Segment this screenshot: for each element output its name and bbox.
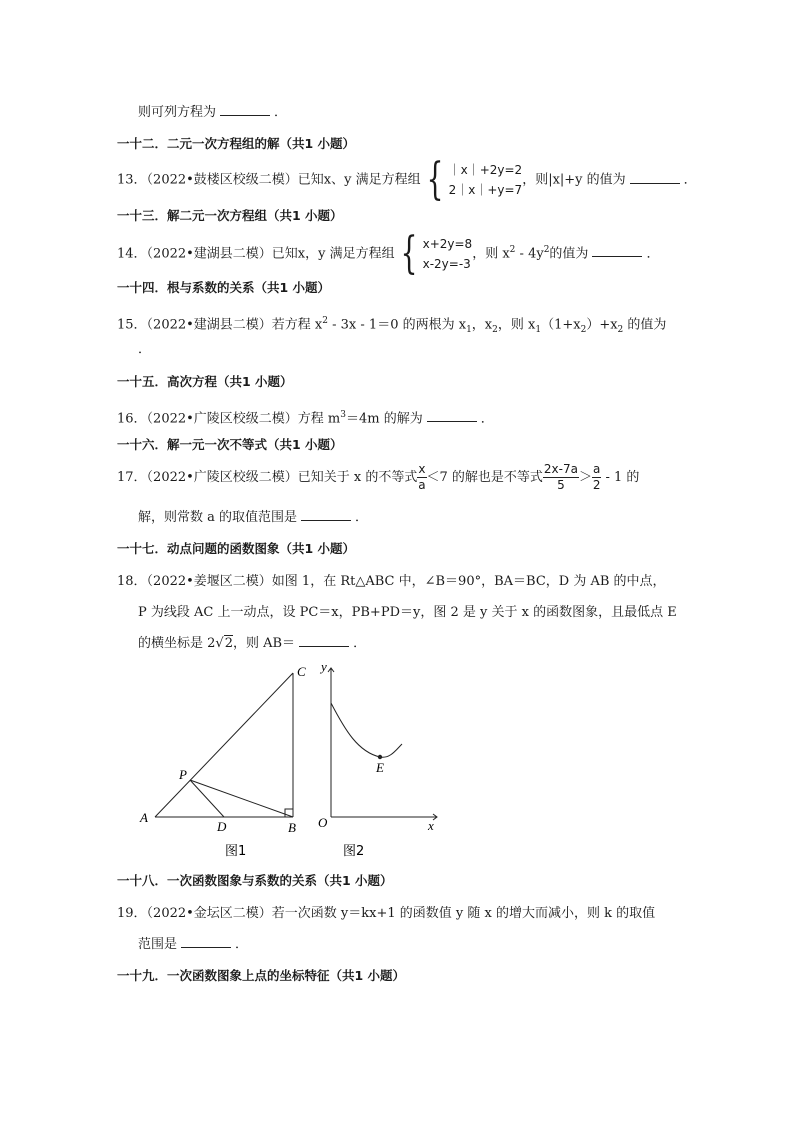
label-b: B: [288, 820, 296, 835]
label-d: D: [217, 819, 227, 834]
top-line: 则可列方程为 ．: [138, 105, 288, 120]
section-heading-13: 一十三．解二元一次方程组（共1 小题）: [117, 208, 343, 223]
figure-area: [130, 660, 450, 865]
figure-2-caption: 图2: [343, 844, 365, 859]
label-c: C: [297, 664, 306, 679]
fraction-a-over-2: $\frac{a}{2}$: [592, 462, 601, 492]
answer-blank: [181, 935, 231, 948]
question-14: 14．（2022•建湖县二模）已知x，y 满足方程组 { x+2y=8 x-2y=-3 ，则 $x^2 - 4y^2$的值为 ．: [117, 227, 660, 279]
answer-blank: [301, 508, 351, 521]
segment-pd: [190, 780, 224, 817]
question-17-line2: 解，则常数 a 的取值范围是 ．: [138, 510, 369, 525]
question-17: 17．（2022•广陵区校级二模）已知关于 x 的不等式 $\frac{x}{a}$ ＜7 的解也是不等式 $\frac{2x-7a}{5}$ ＞ $\frac{a}{2}$ - 1 的: [117, 462, 640, 492]
label-y: y: [321, 660, 327, 674]
segment-ac: [155, 673, 293, 817]
section-heading-19: 一十九．一次函数图象上点的坐标特征（共1 小题）: [117, 968, 406, 983]
label-x: x: [428, 818, 434, 833]
answer-blank: [592, 244, 642, 257]
question-19-line2: 范围是 ．: [138, 937, 249, 952]
segment-pb: [190, 780, 293, 817]
equation-system: { ｜x｜+2y=2 2｜x｜+y=7: [426, 154, 523, 205]
label-o: O: [318, 815, 328, 830]
function-curve: [331, 703, 402, 757]
label-a: A: [140, 810, 148, 825]
equation-system: { x+2y=8 x-2y=-3: [400, 227, 473, 279]
section-heading-18: 一十八．一次函数图象与系数的关系（共1 小题）: [117, 873, 393, 888]
label-p: P: [179, 767, 187, 782]
question-15: 15．（2022•建湖县二模）若方程 $x^2 - 3x - 1=0$ 的两根为 $x_1$，$x_2$，则 $x_1(1+x_2)+x_2$ 的值为: [117, 316, 667, 335]
figure-1-triangle: [155, 673, 293, 817]
fraction-x-over-a: $\frac{x}{a}$: [418, 462, 426, 492]
section-heading-14: 一十四．根与系数的关系（共1 小题）: [117, 280, 331, 295]
answer-blank: [299, 634, 349, 647]
question-13: 13．（2022•鼓楼区校级二模）已知x、y 满足方程组 { ｜x｜+2y=2 2｜x｜+y=7 ，则|x|+y 的值为 ．: [117, 154, 697, 205]
section-heading-12: 一十二．二元一次方程组的解（共1 小题）: [117, 136, 356, 151]
section-heading-15: 一十五．高次方程（共1 小题）: [117, 374, 293, 389]
section-heading-16: 一十六．解一元一次不等式（共1 小题）: [117, 437, 343, 452]
section-heading-17: 一十七．动点问题的函数图象（共1 小题）: [117, 541, 356, 556]
question-16: 16．（2022•广陵区校级二模）方程 $m^3=4m$ 的解为 ．: [117, 410, 494, 427]
question-19-line1: 19．（2022•金坛区二模）若一次函数 y＝kx+1 的函数值 y 随 x 的增大而减小，则 k 的取值: [117, 906, 656, 921]
point-e: [378, 755, 382, 759]
answer-blank: [630, 171, 680, 184]
answer-blank: [220, 103, 270, 116]
question-18-line2: P 为线段 AC 上一动点，设 PC＝x，PB+PD＝y，图 2 是 y 关于 x 的函数图象，且最低点 E: [138, 605, 677, 620]
figure-2-graph: [328, 668, 437, 820]
answer-blank: [427, 409, 477, 422]
label-e: E: [376, 760, 384, 775]
question-18-line1: 18．（2022•姜堰区二模）如图 1，在 Rt△ABC 中，∠B＝90°，BA＝BC，D 为 AB 的中点，: [117, 574, 666, 589]
fraction-2x-7a-over-5: $\frac{2x-7a}{5}$: [543, 462, 578, 492]
question-18-line3: 的横坐标是 2√2，则 AB＝ ．: [138, 636, 367, 651]
figure-1-caption: 图1: [225, 844, 247, 859]
question-15-line2: ．: [138, 342, 152, 357]
